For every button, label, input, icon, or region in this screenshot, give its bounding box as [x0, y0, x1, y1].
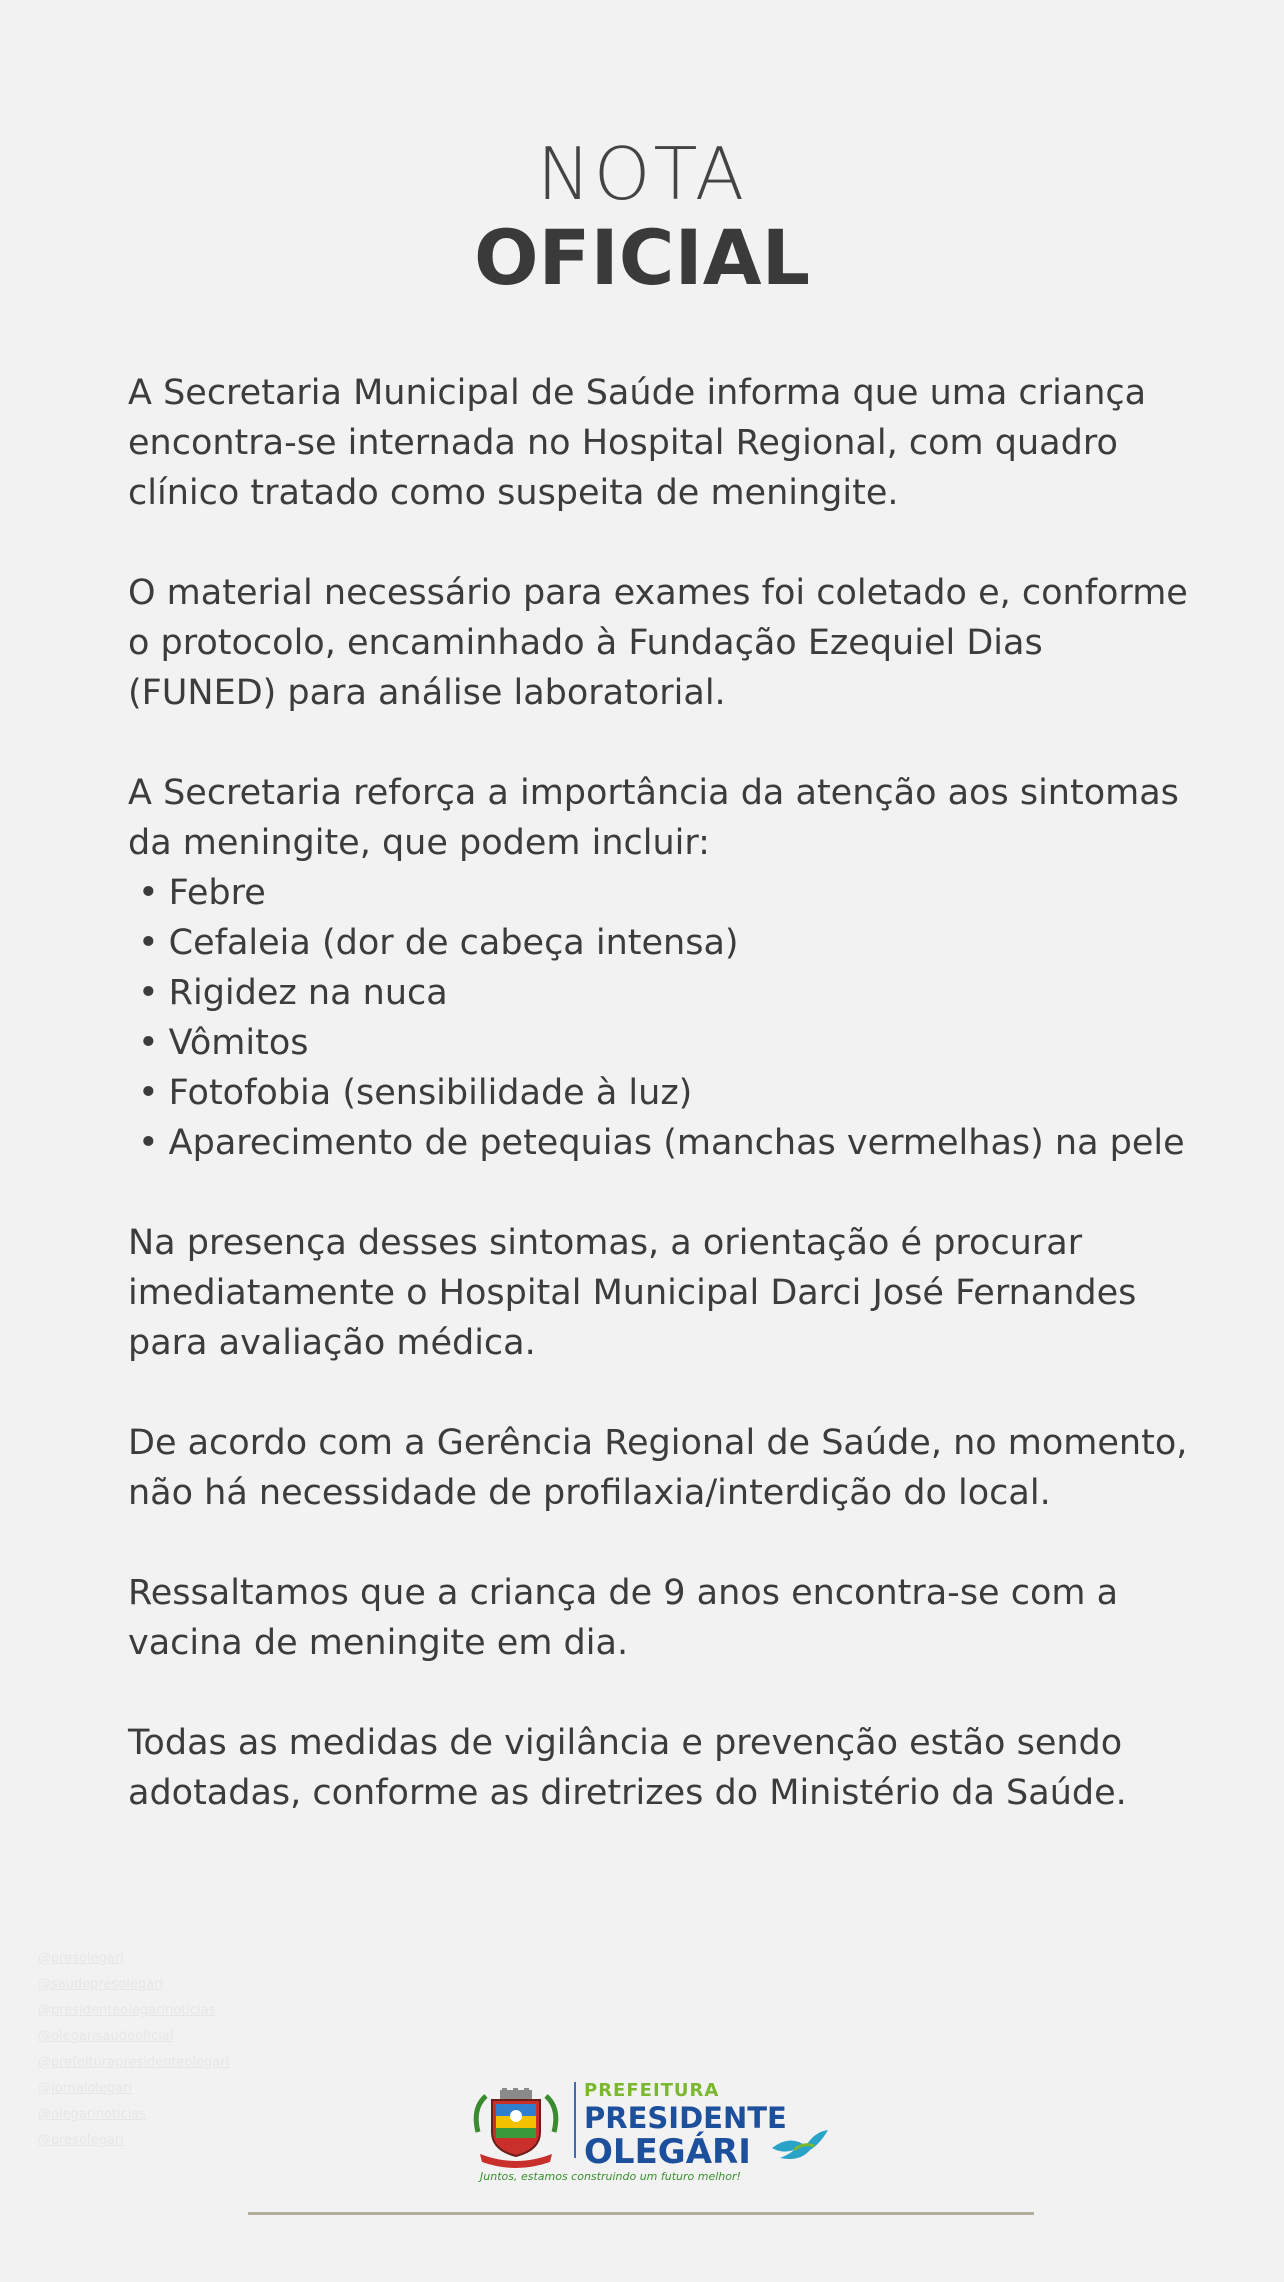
- watermark-tag: @saudepresolegari: [38, 1977, 164, 1992]
- watermark-tag: @presolegari: [38, 2133, 124, 2148]
- prefeitura-logo: [470, 2080, 830, 2183]
- paragraph-vaccine: Ressaltamos que a criança de 9 anos encontra-se com a vacina de meningite em dia.: [128, 1573, 1119, 1663]
- logo-prefix: PREFEITURA: [584, 2080, 720, 2101]
- watermark-tag: @olegarinoticias: [38, 2107, 147, 2122]
- coat-of-arms-icon: [470, 2088, 562, 2168]
- watermark-tag: @presidenteolegarinoticias: [38, 2003, 216, 2018]
- paragraph-symptoms-intro: A Secretaria reforça a importância da atenção aos sintomas da meningite, que podem incluir:: [128, 773, 1179, 863]
- bird-icon: [770, 2128, 830, 2168]
- logo-wordmark: [584, 2080, 787, 2170]
- watermark-tag: @presolegari: [38, 1951, 124, 1966]
- watermark-tag: @prefeiturapresidenteolegari: [38, 2055, 230, 2070]
- note-body: [128, 368, 1188, 1868]
- symptom-item: • Vômitos: [128, 1018, 1188, 1068]
- title-line-nota: NOTA: [536, 132, 748, 216]
- paragraph-measures: Todas as medidas de vigilância e prevenção estão sendo adotadas, conforme as diretrizes do Ministério da Saúde.: [128, 1723, 1127, 1813]
- symptom-item: • Rigidez na nuca: [128, 968, 1188, 1018]
- symptoms-list: [128, 868, 1188, 1168]
- title-line-oficial: OFICIAL: [473, 213, 811, 302]
- paragraph-orientation: Na presença desses sintomas, a orientação é procurar imediatamente o Hospital Municipal Darci José Fernandes para avaliação médica.: [128, 1223, 1137, 1363]
- symptom-item: • Cefaleia (dor de cabeça intensa): [128, 918, 1188, 968]
- watermark-tags: [38, 1946, 229, 2154]
- paragraph-intro: A Secretaria Municipal de Saúde informa que uma criança encontra-se internada no Hospital Regional, com quadro clínico tratado como suspeita de meningite.: [128, 373, 1147, 513]
- logo-divider: [574, 2082, 576, 2158]
- footer-rule: [248, 2212, 1034, 2215]
- paragraph-material: O material necessário para exames foi coletado e, conforme o protocolo, encaminhado à Fundação Ezequiel Dias (FUNED) para análise laboratorial.: [128, 573, 1188, 713]
- watermark-tag: @jornalolegari: [38, 2081, 133, 2096]
- symptom-item: • Febre: [128, 868, 1188, 918]
- paragraph-regional: De acordo com a Gerência Regional de Saúde, no momento, não há necessidade de profilaxia/interdição do local.: [128, 1423, 1188, 1513]
- watermark-tag: @olegarisaudeoficial: [38, 2029, 174, 2044]
- symptom-item: • Fotofobia (sensibilidade à luz): [128, 1068, 1188, 1118]
- symptom-item: • Aparecimento de petequias (manchas vermelhas) na pele: [128, 1118, 1188, 1168]
- nota-oficial-title: [0, 130, 1284, 302]
- logo-name-line1: PRESIDENTE: [584, 2101, 787, 2135]
- logo-name-line2: OLEGÁRI: [584, 2132, 751, 2172]
- logo-slogan: Juntos, estamos construindo um futuro melhor!: [480, 2170, 741, 2183]
